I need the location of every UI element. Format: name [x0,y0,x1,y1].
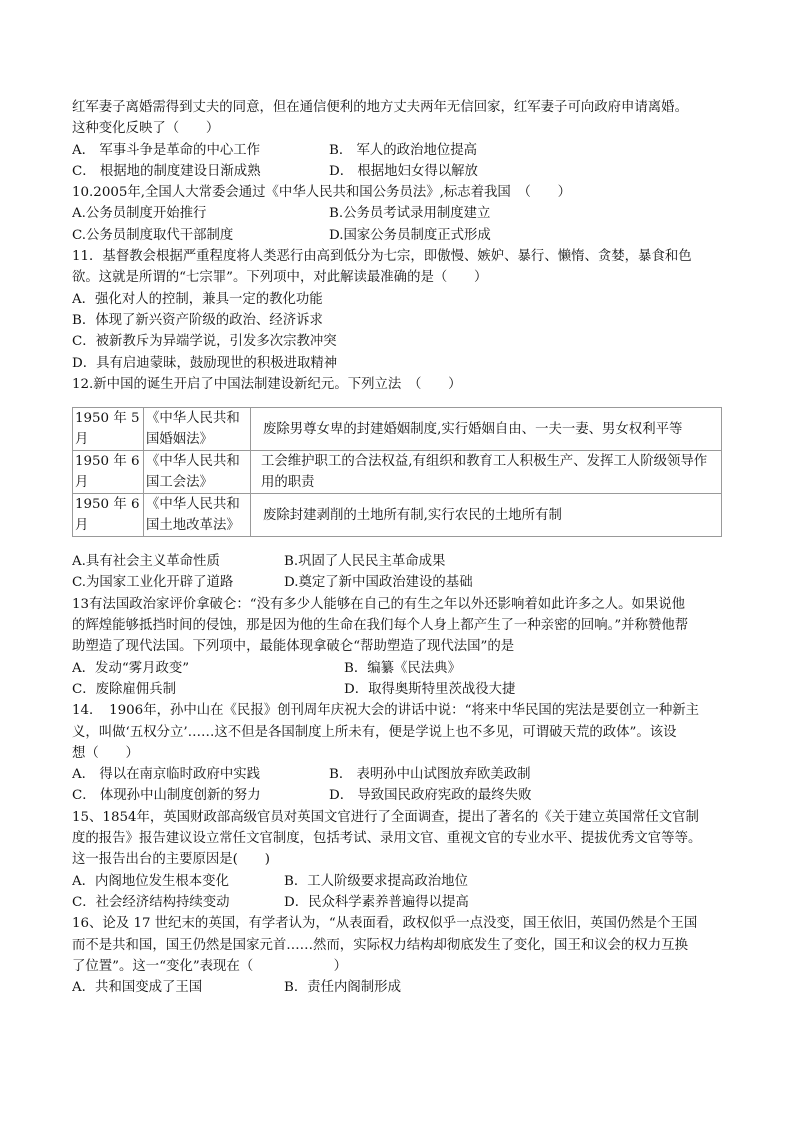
q15-options-row1 [72,871,722,892]
q13-stem-line1: 13有法国政治家评价拿破仑：“没有多少人能够在自己的有生之年以外还影响着如此许多之人。如果说他 [72,596,686,612]
q14-options-row1 [72,764,722,785]
exam-page [72,97,722,998]
q12-stem: 12.新中国的诞生开启了中国法制建设新纪元。下列立法 （ ） [72,376,462,392]
q14-option-a[interactable]: A． 得以在南京临时政府中实践 [72,767,261,783]
q11-option-b[interactable]: B．体现了新兴资产阶级的政治、经济诉求 [72,312,323,328]
q12-options-row2 [72,572,722,593]
q16-options-row1 [72,977,722,998]
q10-options-row1 [72,203,722,224]
q10-option-c[interactable]: C.公务员制度取代干部制度 [72,227,234,243]
q15-option-a[interactable]: A．内阁地位发生根本变化 [72,873,229,889]
law-name: 《中华人民共和国土地改革法》 [144,494,251,537]
q16-option-a[interactable]: A．共和国变成了王国 [72,980,203,996]
q12-option-d[interactable]: D.奠定了新中国政治建设的基础 [284,575,473,591]
q13-stem-line3: 助塑造了现代法国。下列项中，最能体现拿破仑“帮助塑造了现代法国”的是 [72,639,515,655]
q9-option-b[interactable]: B． 军人的政治地位提高 [329,142,478,158]
q11-stem-line1: 11．基督教会根据严重程度将人类恶行由高到低分为七宗，即傲慢、嫉妒、暴行、懒惰、贪婪，暴食和色 [72,249,692,265]
q16-option-b[interactable]: B．责任内阁制形成 [284,980,401,996]
q11-option-d[interactable]: D．具有启迪蒙昧，鼓励现世的积极进取精神 [72,355,338,371]
q14-option-d[interactable]: D． 导致国民政府宪政的最终失败 [329,788,532,804]
q12-option-b[interactable]: B.巩固了人民民主革命成果 [284,554,446,570]
law-table [72,407,722,537]
table-row [73,494,722,537]
law-content: 废除男尊女卑的封建婚姻制度,实行婚姻自由、一夫一妻、男女权利平等 [251,408,722,451]
law-date: 1950 年 5 月 [73,408,144,451]
q14-stem-line2: 义，叫做‘五权分立’……这不但是各国制度上所未有，便是学说上也不多见，可谓破天荒的政体”。该设 [72,724,677,740]
q15-stem-line1: 15、1854年，英国财政部高级官员对英国文官进行了全面调查，提出了著名的《关于建立英国常任文官制 [72,809,699,825]
law-name: 《中华人民共和国婚姻法》 [144,408,251,451]
q16-stem-line1: 16、论及 17 世纪末的英国，有学者认为，“从表面看，政权似乎一点没变，国王依旧，英国仍然是个王国 [72,916,698,932]
law-name: 《中华人民共和国工会法》 [144,451,251,494]
q10-option-d[interactable]: D.国家公务员制度正式形成 [329,227,491,243]
q10-options-row2 [72,225,722,246]
q11-option-a[interactable]: A．强化对人的控制，兼具一定的教化功能 [72,291,323,307]
q13-option-b[interactable]: B．编纂《民法典》 [344,660,461,676]
q14-option-c[interactable]: C． 体现孙中山制度创新的努力 [72,788,261,804]
q10-option-b[interactable]: B.公务员考试录用制度建立 [329,206,491,222]
q12-option-c[interactable]: C.为国家工业化开辟了道路 [72,575,234,591]
q11-stem-line2: 欲。这就是所谓的“七宗罪”。下列项中，对此解读最准确的是（ ） [72,270,488,286]
q14-stem-line3: 想（ ） [72,745,139,761]
q15-stem-line3: 这一报告出台的主要原因是( ) [72,852,270,868]
q16-stem-line3: 了位置”。这一“变化”表现在（ ） [72,958,347,974]
q15-option-b[interactable]: B．工人阶级要求提高政治地位 [284,873,468,889]
q13-option-c[interactable]: C．废除雇佣兵制 [72,681,176,697]
q13-options-row2 [72,679,722,700]
q10-option-a[interactable]: A.公务员制度开始推行 [72,206,207,222]
q14-stem-line1: 14． 1906年，孙中山在《民报》创刊周年庆祝大会的讲话中说：“将来中华民国的宪法是要创立一种新主 [72,703,700,719]
law-content: 废除封建剥削的土地所有制,实行农民的土地所有制 [251,494,722,537]
q9-option-a[interactable]: A． 军事斗争是革命的中心工作 [72,142,261,158]
q9-stem-line1: 红军妻子离婚需得到丈夫的同意，但在通信便利的地方丈夫两年无信回家，红军妻子可向政府申请离婚。 [72,100,688,115]
q13-option-a[interactable]: A．发动“雾月政变” [72,660,190,676]
q9-stem-line2: 这种变化反映了（ ） [72,121,220,137]
q13-stem-line2: 的辉煌能够抵挡时间的侵蚀，那是因为他的生命在我们每个人身上都产生了一种亲密的回响。”并称赞他帮 [72,618,689,634]
law-date: 1950 年 6 月 [73,494,144,537]
q9-options-row1 [72,140,722,161]
q15-option-d[interactable]: D．民众科学素养普遍得以提高 [284,894,469,910]
q11-option-c[interactable]: C．被新教斥为异端学说，引发多次宗教冲突 [72,334,337,350]
q13-option-d[interactable]: D．取得奥斯特里茨战役大捷 [344,681,516,697]
law-content: 工会维护职工的合法权益,有组织和教育工人积极生产、发挥工人阶级领导作用的职责 [251,451,722,494]
q13-options-row1 [72,658,722,679]
q9-option-d[interactable]: D． 根据地妇女得以解放 [329,163,478,179]
law-date: 1950 年 6 月 [73,451,144,494]
q15-stem-line2: 度的报告》报告建议设立常任文官制度，包括考试、录用文官、重视文官的专业水平、提拔优秀文官等等。 [72,831,702,847]
q12-option-a[interactable]: A.具有社会主义革命性质 [72,554,220,570]
q12-options-row1 [72,551,722,572]
q14-option-b[interactable]: B． 表明孙中山试图放弃欧美政制 [329,767,531,783]
q14-options-row2 [72,785,722,806]
q16-stem-line2: 而不是共和国，国王仍然是国家元首……然而，实际权力结构却彻底发生了变化，国王和议会的权力互换 [72,937,688,953]
table-row [73,408,722,451]
q9-options-row2 [72,161,722,182]
q10-stem: 10.2005年,全国人大常委会通过《中华人民共和国公务员法》,标志着我国 （ ） [72,185,572,201]
q15-option-c[interactable]: C．社会经济结构持续变动 [72,894,230,910]
q15-options-row2 [72,892,722,913]
q9-option-c[interactable]: C． 根据地的制度建设日渐成熟 [72,163,261,179]
table-row [73,451,722,494]
